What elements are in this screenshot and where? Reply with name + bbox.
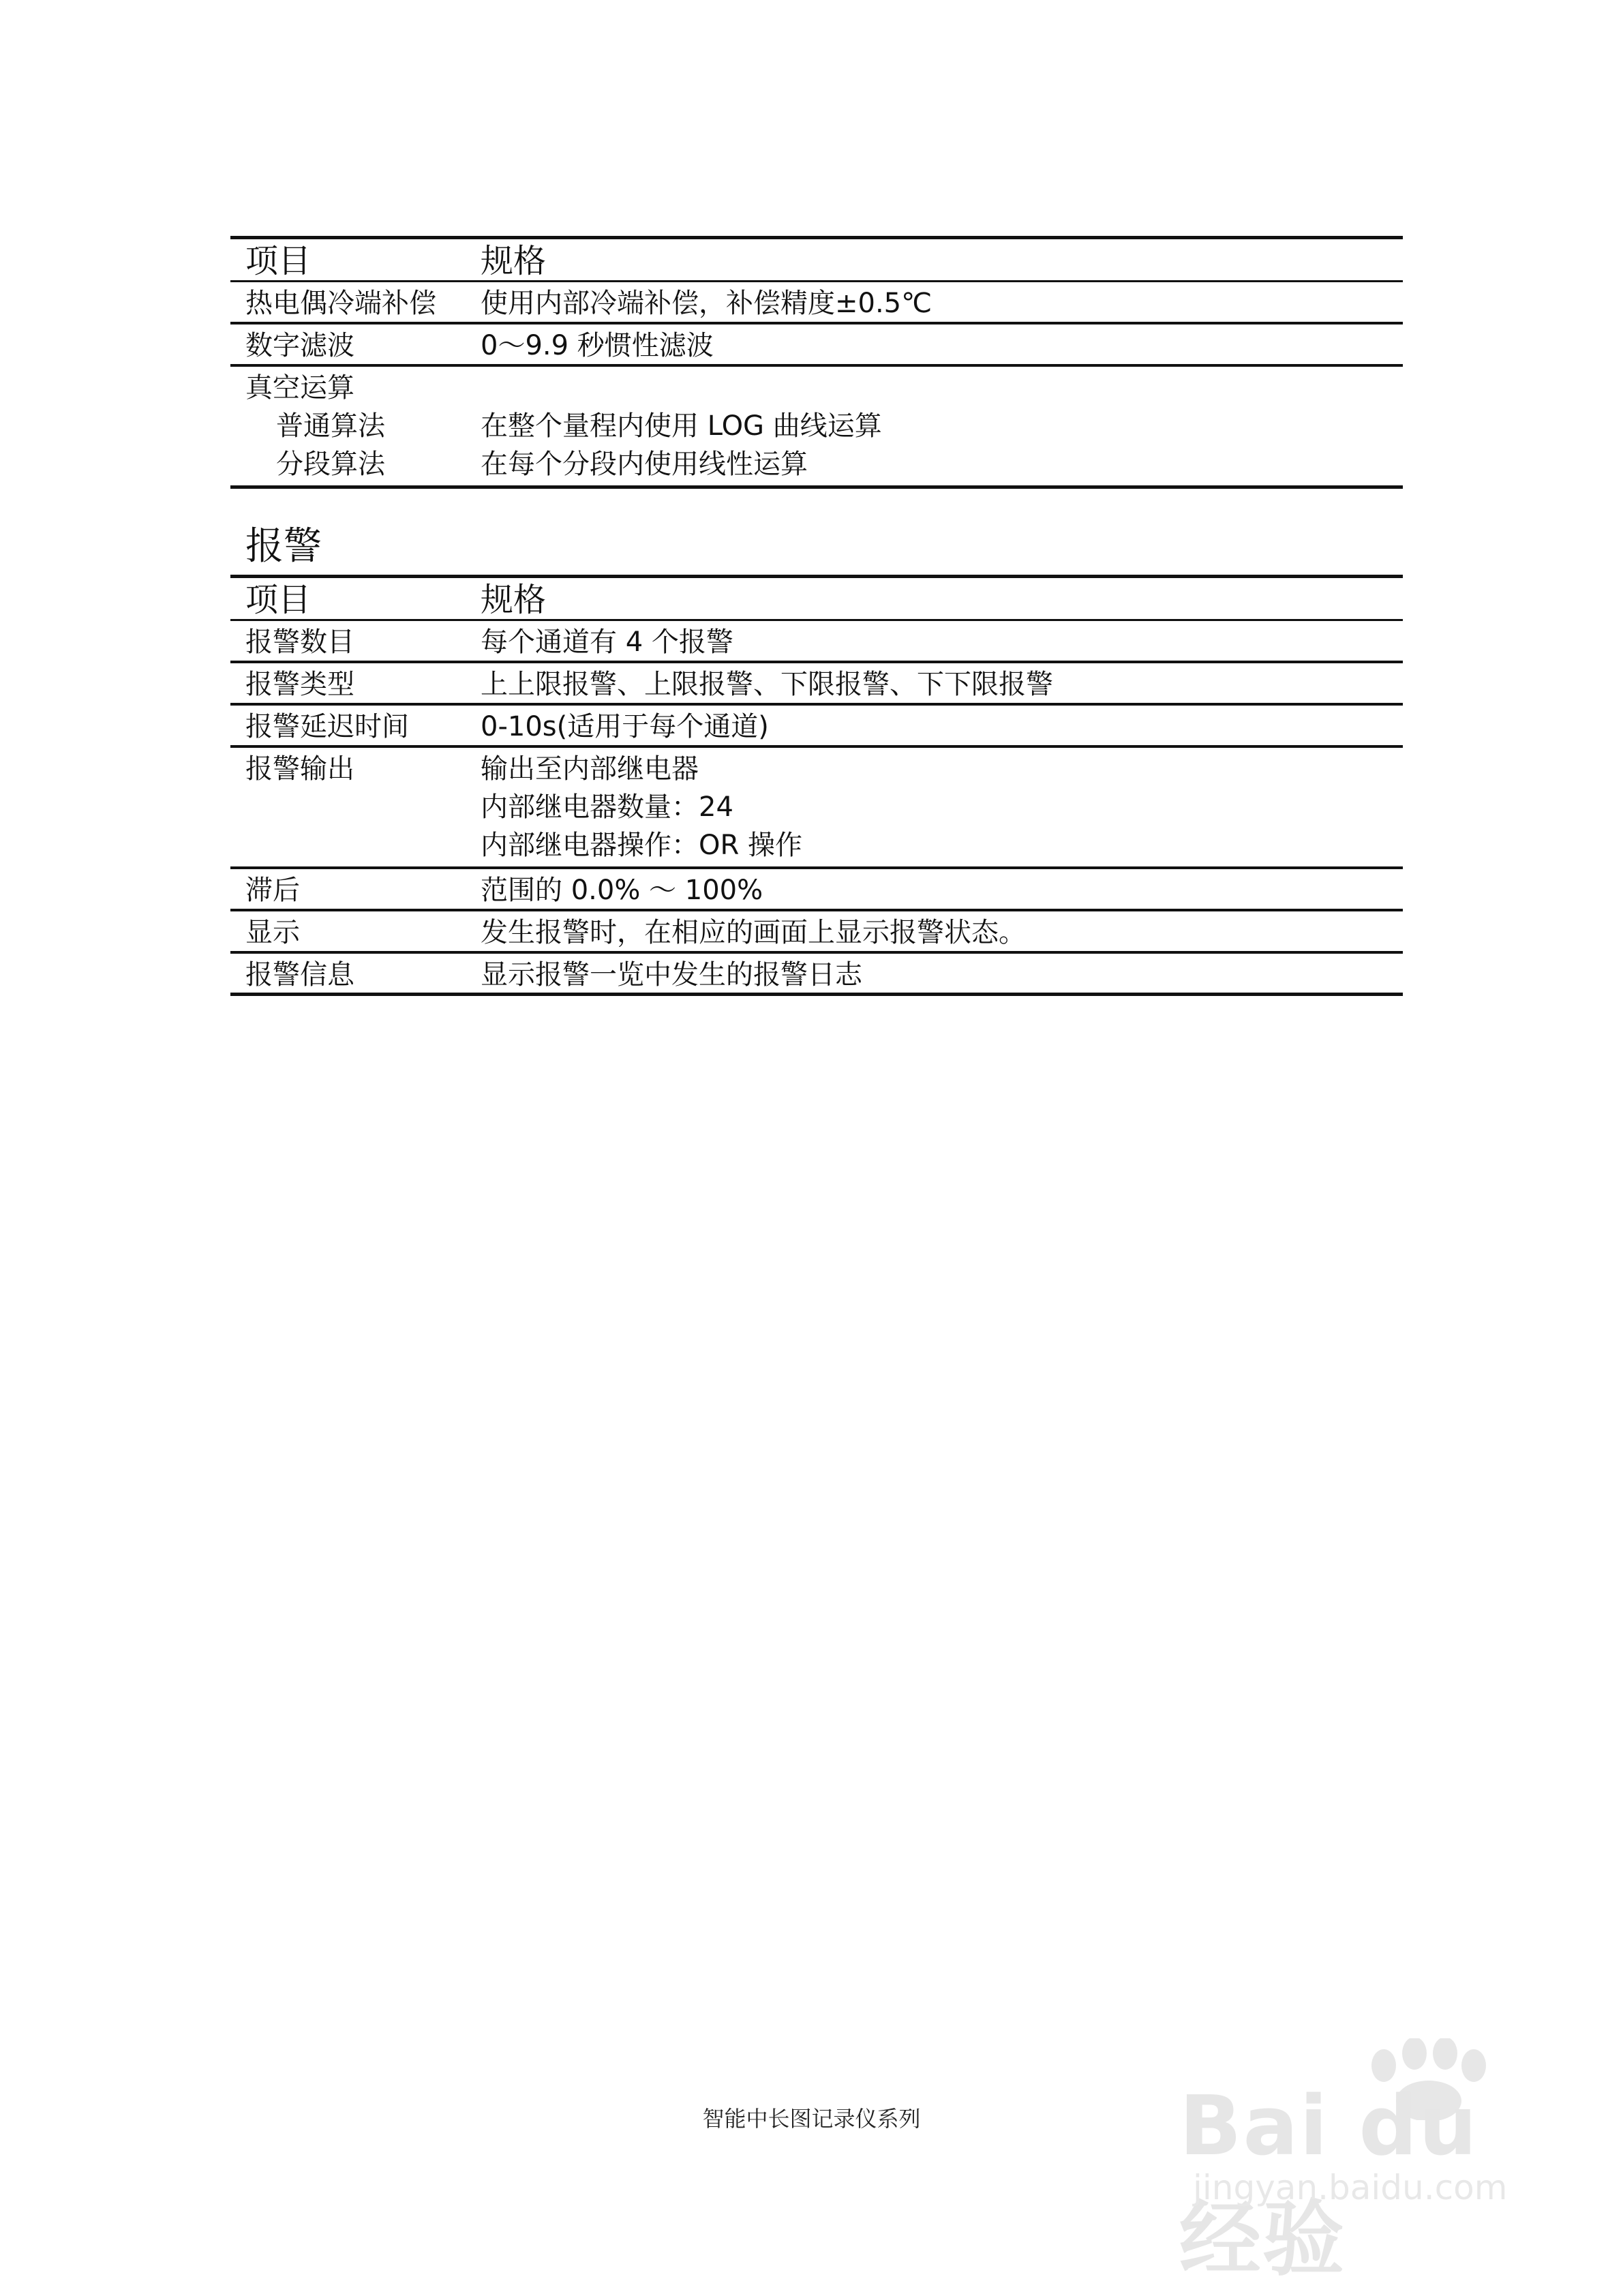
table-header [230, 575, 1403, 621]
table-row [230, 324, 1403, 367]
row-spec: 显示报警一览中发生的报警日志 [481, 959, 862, 991]
table-row [230, 282, 1403, 324]
row-item: 报警输出 [245, 753, 354, 785]
row-item: 热电偶冷端补偿 [245, 288, 436, 319]
table-row [230, 621, 1403, 663]
spec-line: 内部继电器操作：OR 操作 [481, 830, 802, 861]
spec-line [481, 369, 1403, 407]
table-row [230, 706, 1403, 748]
spec-line: 输出至内部继电器 [481, 753, 699, 785]
row-item: 报警延迟时间 [245, 711, 409, 742]
row-item: 显示 [245, 917, 300, 948]
row-item [230, 367, 481, 485]
table-header [230, 236, 1403, 282]
row-spec: 范围的 0.0% ～ 100% [481, 875, 763, 906]
row-spec: 每个通道有 4 个报警 [481, 626, 733, 658]
table-row [230, 367, 1403, 489]
section-title: 报警 [245, 524, 322, 569]
page-footer: 智能中长图记录仪系列 [702, 2106, 921, 2132]
row-spec [481, 367, 1403, 485]
table-row [230, 911, 1403, 954]
row-item: 数字滤波 [245, 330, 354, 361]
subitem-label: 分段算法 [276, 449, 385, 480]
baidu-jingyan-watermark [1152, 2038, 1561, 2287]
spec-line: 在整个量程内使用 LOG 曲线运算 [481, 410, 882, 442]
spec-line: 在每个分段内使用线性运算 [481, 449, 808, 480]
row-spec: 使用内部冷端补偿，补偿精度±0.5℃ [481, 288, 932, 319]
header-spec: 规格 [481, 242, 547, 280]
header-item: 项目 [245, 581, 312, 619]
watermark-url: jingyan.baidu.com [1193, 2168, 1508, 2207]
spec-table-input [230, 236, 1403, 489]
table-row [230, 954, 1403, 996]
row-spec: 发生报警时，在相应的画面上显示报警状态。 [481, 917, 1026, 948]
header-spec: 规格 [481, 581, 547, 619]
row-item: 报警信息 [245, 959, 354, 991]
row-spec: 0-10s(适用于每个通道) [481, 711, 769, 742]
watermark-main-text: Bai du 经验 [1179, 2079, 1478, 2287]
row-spec: 0～9.9 秒惯性滤波 [481, 330, 714, 361]
table-row [230, 663, 1403, 706]
row-item-line: 真空运算 [245, 372, 354, 404]
subitem-label: 普通算法 [276, 410, 385, 442]
row-spec: 上上限报警、上限报警、下限报警、下下限报警 [481, 669, 1053, 700]
spec-table-alarm [230, 575, 1403, 996]
row-item: 报警类型 [245, 669, 354, 700]
spec-line: 内部继电器数量：24 [481, 791, 733, 823]
row-item: 报警数目 [245, 626, 354, 658]
row-item: 滞后 [245, 875, 300, 906]
table-row [230, 748, 1403, 869]
table-row [230, 869, 1403, 911]
header-item: 项目 [245, 242, 312, 280]
row-spec [481, 748, 1403, 866]
